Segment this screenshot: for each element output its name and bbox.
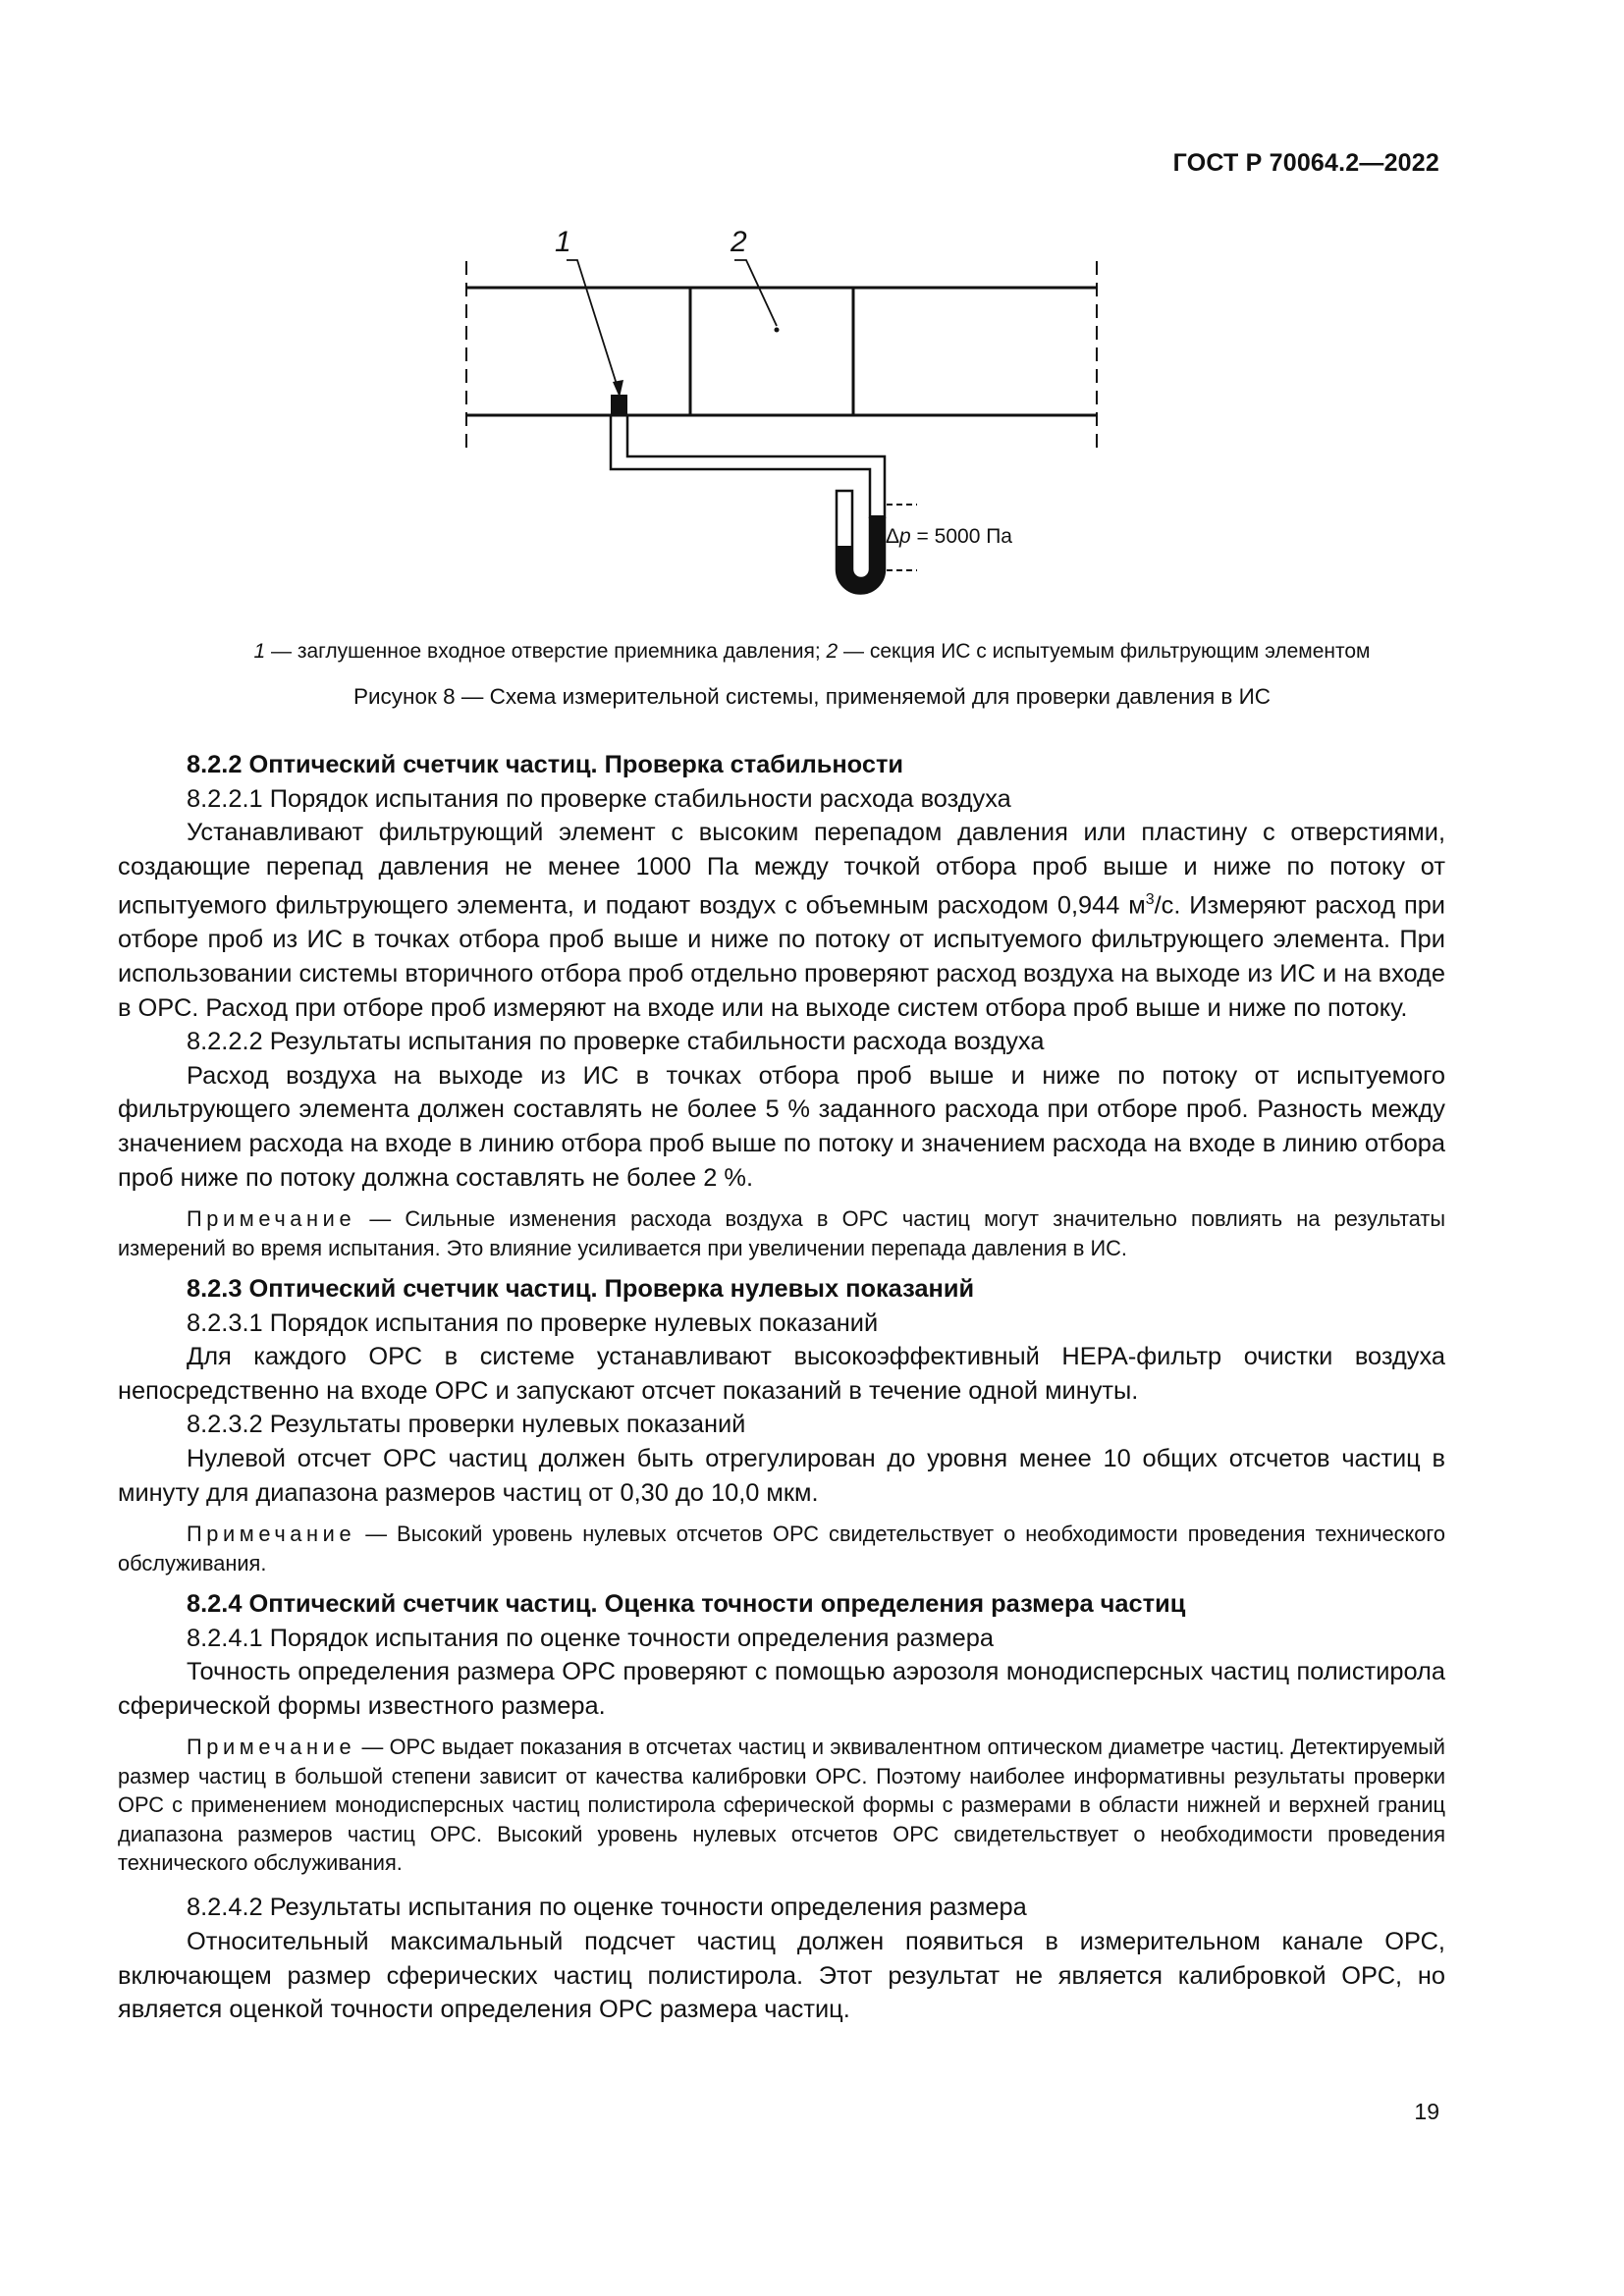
legend-text-2: — секция ИС с испытуемым фильтрующим элементом (838, 640, 1371, 663)
page-number: 19 (1414, 2099, 1439, 2124)
heading-8-2-3: 8.2.3 Оптический счетчик частиц. Проверка нулевых показаний (187, 1275, 975, 1303)
tube-outer-line (611, 415, 870, 518)
figure-8-diagram (452, 224, 1100, 616)
paragraph-8-2-3-2: Нулевой отсчет ОРС частиц должен быть отрегулирован до уровня менее 10 общих отсчетов частиц в минуту для диапазона размеров частиц от 0,30 до 10,0 мкм. (118, 1444, 1445, 1507)
note-8-2-2 (118, 1204, 1445, 1262)
subheading-8-2-4-2: 8.2.4.2 Результаты испытания по оценке точности определения размера (187, 1894, 1027, 1922)
note-text: — Высокий уровень нулевых отсчетов ОРС свидетельствует о необходимости проведения технического обслуживания. (118, 1522, 1445, 1575)
paragraph-8-2-3-1: Для каждого ОРС в системе устанавливают высокоэффективный НЕРА-фильтр очистки воздуха непосредственно на входе ОРС и запускают отсчет показаний в течение одной минуты. (118, 1343, 1445, 1405)
note-8-2-3 (118, 1520, 1445, 1577)
legend-text-1: — заглушенное входное отверстие приемника давления; (265, 640, 827, 663)
subheading-8-2-4-1: 8.2.4.1 Порядок испытания по оценке точности определения размера (187, 1624, 994, 1652)
note-text: — Сильные изменения расхода воздуха в ОРС частиц могут значительно повлиять на результаты измерений во время испытания. Это влияние усиливается при увеличении перепада давления в ИС. (118, 1206, 1445, 1260)
subheading-8-2-3-2: 8.2.3.2 Результаты проверки нулевых показаний (187, 1411, 746, 1439)
section-marker-dot (775, 328, 780, 333)
pressure-label: Δp = 5000 Па (886, 525, 1012, 548)
paragraph-8-2-2-1-part-b: /с. Измеряют расход при отборе проб из ИС в точках отбора проб выше и ниже по потоку от испытуемого фильтрующего элемента. При использовании системы вторичного отбора проб отдельно проверяют расход воздуха на выходе из ИС и на входе в ОРС. Расход при отборе проб измеряют на входе или на выходе систем отбора проб выше и ниже по потоку. (118, 891, 1445, 1022)
paragraph-8-2-2-1 (118, 816, 1445, 1025)
note-lead: Примечание (187, 1206, 356, 1232)
probe-blocked-inlet (611, 395, 627, 415)
legend-num-2: 2 (826, 640, 839, 663)
heading-8-2-2: 8.2.2 Оптический счетчик частиц. Проверка стабильности (187, 751, 904, 778)
subheading-8-2-2-1: 8.2.2.1 Порядок испытания по проверке стабильности расхода воздуха (187, 784, 1011, 813)
subheading-8-2-3-1: 8.2.3.1 Порядок испытания по проверке нулевых показаний (187, 1308, 879, 1337)
note-lead: Примечание (187, 1735, 356, 1760)
superscript-cubed: 3 (1145, 891, 1155, 909)
paragraph-8-2-4-1: Точность определения размера ОРС проверяют с помощью аэрозоля монодисперсных частиц полистирола сферической формы известного размера. (118, 1658, 1445, 1720)
figure-label-1: 1 (555, 226, 571, 258)
figure-legend (0, 640, 1624, 664)
paragraph-8-2-2-1-part-a: Устанавливают фильтрующий элемент с высоким перепадом давления или пластину с отверстиями, создающие перепад давления не менее 1000 Па между точкой отбора проб выше и ниже по потоку от испытуемого фильтрующего элемента, и подают воздух с объемным расходом 0,944 м (118, 819, 1445, 920)
leader-line-2 (734, 260, 777, 326)
paragraph-8-2-4-2: Относительный максимальный подсчет частиц должен появиться в измерительном канале ОРС, включающем размер сферических частиц полистирола. Этот результат не является калибровкой ОРС, но является оценкой точности определения ОРС размера частиц. (118, 1927, 1445, 2024)
document-body (118, 748, 1445, 2027)
legend-num-1: 1 (253, 640, 266, 663)
note-lead: Примечание (187, 1522, 356, 1547)
paragraph-8-2-2-2: Расход воздуха на выходе из ИС в точках отбора проб выше и ниже по потоку от испытуемого фильтрующего элемента должен составлять не более 5 % заданного расхода при отборе проб. Разность между значением расхода на входе в линию отбора проб выше по потоку и значением расхода на входе в линию отбора проб ниже по потоку должна составлять не более 2 %. (118, 1061, 1445, 1192)
figure-label-2: 2 (731, 226, 747, 258)
measurement-system-schematic (452, 224, 1100, 616)
figure-caption: Рисунок 8 — Схема измерительной системы, применяемой для проверки давления в ИС (352, 684, 1271, 709)
note-text: — ОРС выдает показания в отсчетах частиц и эквивалентном оптическом диаметре частиц. Детектируемый размер частиц в большой степени зависит от качества калибровки ОРС. Поэтому наиболее информативны результаты проверки ОРС с применением монодисперсных частиц полистирола сферической формы с размерами в области нижней и верхней границ диапазона размеров частиц ОРС. Высокий уровень нулевых отсчетов ОРС свидетельствует о необходимости проведения технического обслуживания. (118, 1735, 1445, 1875)
leader-line-1 (567, 260, 620, 394)
document-header: ГОСТ Р 70064.2—2022 (1172, 149, 1439, 177)
subheading-8-2-2-2: 8.2.2.2 Результаты испытания по проверке стабильности расхода воздуха (187, 1028, 1045, 1056)
heading-8-2-4: 8.2.4 Оптический счетчик частиц. Оценка точности определения размера частиц (187, 1589, 1186, 1618)
note-8-2-4 (118, 1733, 1445, 1877)
